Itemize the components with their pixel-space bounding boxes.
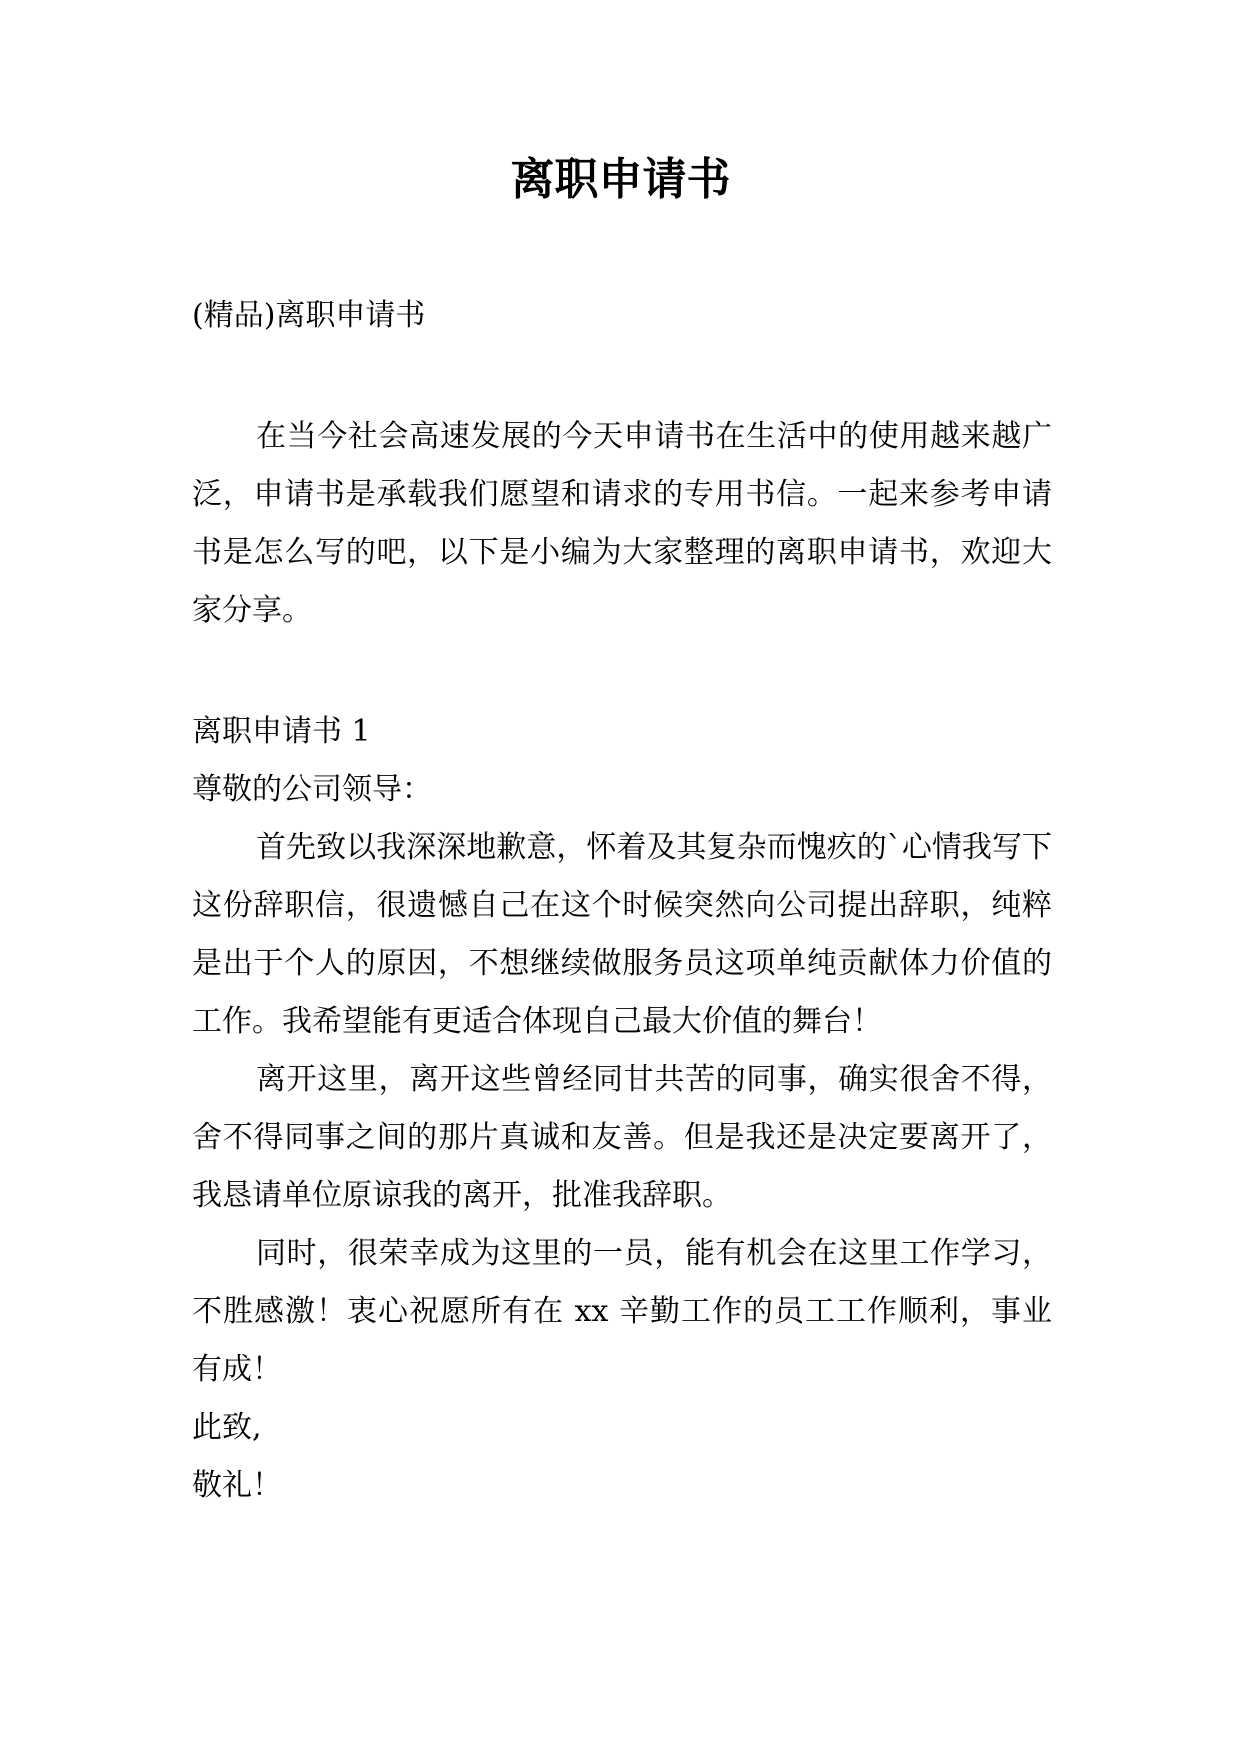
letter-heading: 离职申请书 1 [192,714,371,749]
intro-paragraph: 在当今社会高速发展的今天申请书在生活中的使用越来越广泛，申请书是承载我们愿望和请求的专用书信。一起来参考申请书是怎么写的吧，以下是小编为大家整理的离职申请书，欢迎大家分享。 [192,419,1052,628]
letter-regards: 敬礼！ [192,1468,282,1503]
letter-closing: 此致, [192,1410,262,1445]
document-body [192,287,1052,1515]
document-title: 离职申请书 [510,154,731,205]
letter-paragraph: 同时，很荣幸成为这里的一员，能有机会在这里工作学习，不胜感激！衷心祝愿所有在 xx 辛勤工作的员工工作顺利，事业有成！ [192,1236,1052,1387]
document-subtitle: (精品)离职申请书 [192,298,426,333]
letter-paragraph: 离开这里，离开这些曾经同甘共苦的同事，确实很舍不得，舍不得同事之间的那片真诚和友善。但是我还是决定要离开了，我恳请单位原谅我的离开，批准我辞职。 [192,1062,1052,1213]
spacer [192,640,1052,703]
letter-paragraph: 首先致以我深深地歉意，怀着及其复杂而愧疚的`心情我写下这份辞职信，很遗憾自己在这个时候突然向公司提出辞职，纯粹是出于个人的原因，不想继续做服务员这项单纯贡献体力价值的工作。我希望能有更适合体现自己最大价值的舞台！ [192,830,1052,1039]
spacer [192,345,1052,408]
letter-salutation: 尊敬的公司领导： [192,772,432,807]
